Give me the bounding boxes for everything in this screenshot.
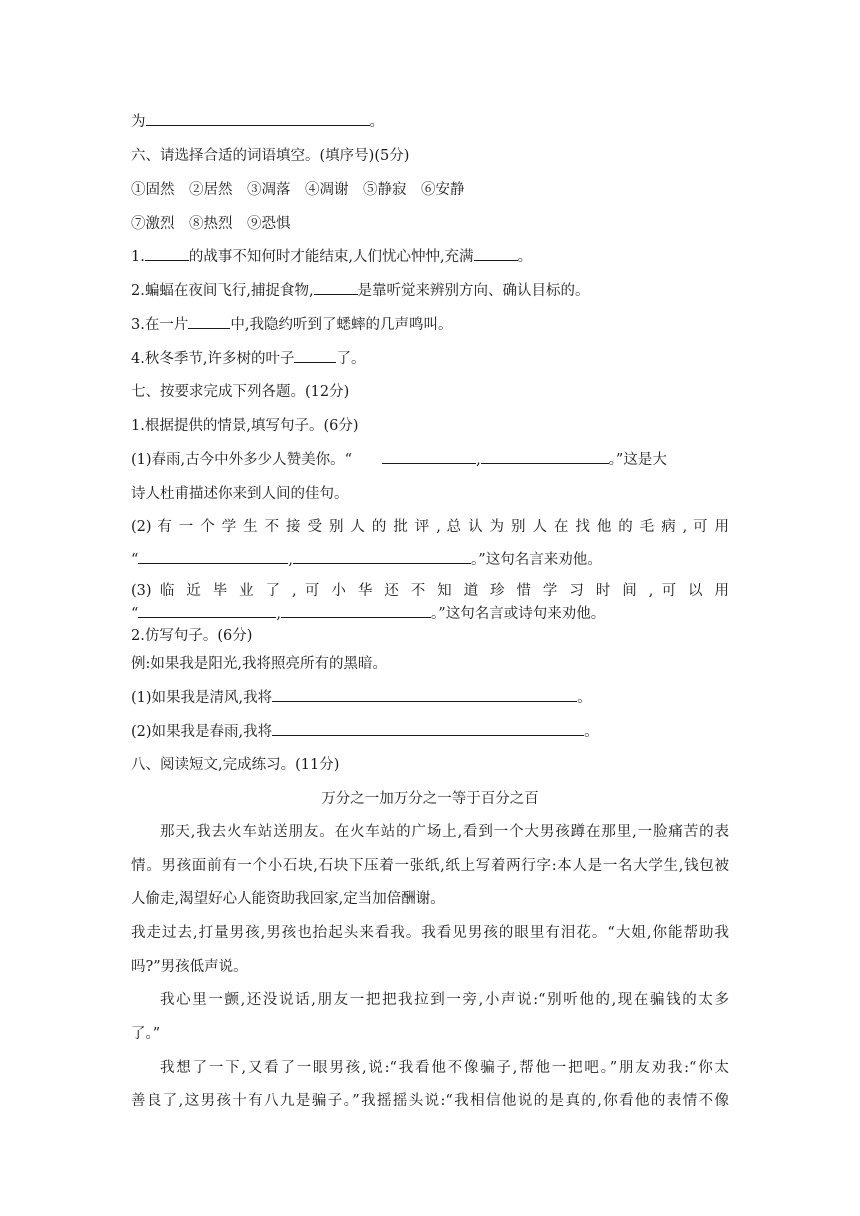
s6-question-4 <box>131 348 729 370</box>
text: (2)如果我是春雨,我将 <box>131 724 273 740</box>
s7-part-2: 2.仿写句子。(6分) <box>131 628 253 644</box>
s7-part-1: 1.根据提供的情景,填写句子。(6分) <box>131 418 359 434</box>
article-title: 万分之一加万分之一等于百分之百 <box>321 791 539 807</box>
text: 中,我隐约听到了蟋蟀的几声鸣叫。 <box>230 317 453 333</box>
answer-blank[interactable] <box>474 246 518 261</box>
text: 为 <box>131 114 146 130</box>
text: (1)春雨,古今中外多少人赞美你。“ <box>131 452 353 468</box>
s7-2-1 <box>131 687 729 709</box>
options-row-1: ①固然 ②居然 ③凋落 ④凋谢 ⑤静寂 ⑥安静 <box>131 182 465 198</box>
answer-blank[interactable] <box>294 348 336 363</box>
options-row-2: ⑦激烈 ⑧热烈 ⑨恐惧 <box>131 216 291 232</box>
text: 。”这句名言来劝他。 <box>471 552 602 568</box>
answer-blank[interactable] <box>272 721 584 736</box>
text: 。”这是大 <box>608 452 667 468</box>
text: (1)如果我是清风,我将 <box>131 690 273 706</box>
answer-blank[interactable] <box>146 111 370 126</box>
text: 。 <box>369 114 384 130</box>
article-line: 我走过去,打量男孩,男孩也抬起头来看我。我看见男孩的眼里有泪花。“大姐,你能帮助我 <box>131 925 729 941</box>
answer-blank[interactable] <box>481 449 609 464</box>
text: 4.秋冬季节,许多树的叶子 <box>131 351 295 367</box>
text: 。 <box>517 249 533 265</box>
text: 2.蝙蝠在夜间飞行,捕捉食物, <box>131 283 314 299</box>
text: 。”这句名言或诗句来劝他。 <box>431 606 606 622</box>
text: 的战事不知何时才能结束,人们忧心忡忡,充满 <box>188 249 474 265</box>
article-line: 善良了,这男孩十有八九是骗子。”我摇摇头说:“我相信他说的是真的,你看他的表情不像 <box>131 1093 729 1109</box>
answer-blank[interactable] <box>145 246 189 261</box>
s7-1-2: (2) 有 一 个 学 生 不 接 受 别 人 的 批 评 , 总 认 为 别 人 在 找 他 的 毛 病 , 可 用 <box>131 519 729 535</box>
article-line: 吗?”男孩低声说。 <box>131 959 248 975</box>
article-line: 人偷走,渴望好心人能资助我回家,定当加倍酬谢。 <box>131 891 445 907</box>
article-line: 情。男孩面前有一个小石块,石块下压着一张纸,纸上写着两行字:本人是一名大学生,钱包被 <box>131 858 729 874</box>
answer-blank[interactable] <box>314 280 358 295</box>
text: “ <box>131 552 139 568</box>
text: 3.在一片 <box>131 317 189 333</box>
article-line: 我想了一下,又看了一眼男孩,说:“我看他不像骗子,帮他一把吧。”朋友劝我:“你太 <box>160 1060 729 1076</box>
answer-blank[interactable] <box>293 549 471 564</box>
text: 了。 <box>336 351 366 367</box>
article-line: 那天,我去火车站送朋友。在火车站的广场上,看到一个大男孩蹲在那里,一脸痛苦的表 <box>160 824 729 840</box>
answer-blank[interactable] <box>281 603 431 618</box>
section-8-heading: 八、阅读短文,完成练习。(11分) <box>131 757 340 773</box>
answer-blank[interactable] <box>272 687 577 702</box>
text: 。 <box>584 724 599 740</box>
text: , <box>276 606 282 622</box>
answer-blank[interactable] <box>188 314 230 329</box>
answer-blank[interactable] <box>138 603 276 618</box>
answer-blank[interactable] <box>138 549 288 564</box>
article-line: 我心里一颤,还没说话,朋友一把把我拉到一旁,小声说:“别听他的,现在骗钱的太多 <box>160 992 729 1008</box>
s7-example: 例:如果我是阳光,我将照亮所有的黑暗。 <box>131 656 387 672</box>
section-7-heading: 七、按要求完成下列各题。(12分) <box>131 384 350 400</box>
s7-1-3-cont <box>131 603 729 625</box>
article-line: 了。” <box>131 1026 161 1042</box>
text: 。 <box>577 690 592 706</box>
s7-2-2 <box>131 721 729 743</box>
s6-question-3 <box>131 314 729 336</box>
section-6-heading: 六、请选择合适的词语填空。(填序号)(5分) <box>131 148 410 164</box>
text: , <box>476 452 481 468</box>
s6-question-2 <box>131 280 729 302</box>
s6-question-1 <box>131 246 729 268</box>
text: 是靠听觉来辨别方向、确认目标的。 <box>357 283 590 299</box>
answer-blank[interactable] <box>382 449 476 464</box>
s7-1-1 <box>131 449 729 471</box>
s7-1-2-cont <box>131 549 729 571</box>
text: “ <box>131 606 139 622</box>
text: 1. <box>131 249 145 265</box>
s7-1-3: (3) 临 近 毕 业 了 , 可 小 华 还 不 知 道 珍 惜 学 习 时 间 , 可 以 用 <box>131 583 729 599</box>
text: , <box>288 552 294 568</box>
s7-1-1-cont: 诗人杜甫描述你来到人间的佳句。 <box>131 486 349 502</box>
prev-question-tail <box>131 111 729 133</box>
